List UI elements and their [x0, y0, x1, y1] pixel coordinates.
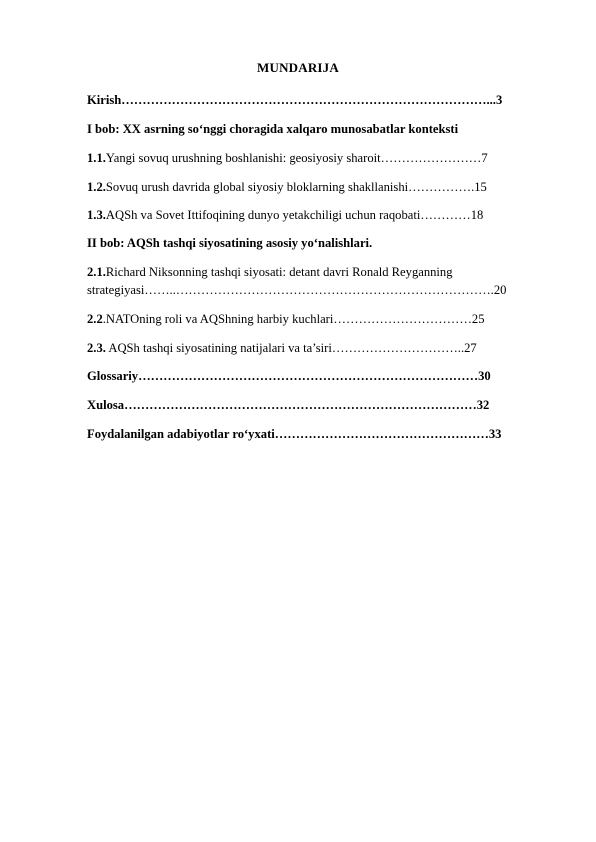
toc-entry-text: Sovuq urush davrida global siyosiy bloklarning shakllanishi…………….15	[105, 180, 487, 194]
toc-entry-text: AQSh tashqi siyosatining natijalari va ta’siri…………………………..27	[105, 341, 477, 355]
toc-entry-2-1-continued	[87, 282, 506, 298]
toc-entry-chapter-2	[87, 235, 372, 251]
toc-entry-number: 1.1.	[87, 151, 106, 165]
toc-entry-label: Kirish……………………………………………………………………………...3	[87, 93, 503, 107]
toc-entry-label: I bob: XX asrning so‘nggi choragida xalqaro munosabatlar konteksti	[87, 122, 459, 136]
toc-entry-text: Richard Niksonning tashqi siyosati: detant davri Ronald Reyganning	[105, 265, 453, 279]
toc-entry-number: 2.2	[87, 312, 103, 326]
page-title: MUNDARIJA	[257, 60, 339, 75]
toc-entry-label: Xulosa…………………………………………………………………………32	[87, 398, 490, 412]
toc-entry-1-3	[87, 207, 483, 223]
toc-entry-text: strategiyasi……..………………………………………………………………….20	[87, 283, 507, 297]
toc-entry-label: II bob: AQSh tashqi siyosatining asosiy yo‘nalishlari.	[87, 236, 373, 250]
toc-entry-label: Glossariy………………………………………………………………………30	[87, 369, 491, 383]
toc-entry-number: 1.2.	[87, 180, 106, 194]
toc-entry-2-3	[87, 340, 477, 356]
toc-entry-glossariy	[87, 368, 491, 384]
toc-entry-number: 2.1.	[87, 265, 106, 279]
toc-entry-label: Foydalanilgan adabiyotlar ro‘yxati……………………………………………33	[87, 427, 502, 441]
toc-entry-number: 2.3.	[87, 341, 106, 355]
toc-entry-number: 1.3.	[87, 208, 106, 222]
toc-entry-kirish	[87, 92, 502, 108]
toc-entry-text: Yangi sovuq urushning boshlanishi: geosiyosiy sharoit……………………7	[105, 151, 488, 165]
toc-entry-2-1	[87, 264, 453, 280]
toc-entry-text: .NATOning roli va AQShning harbiy kuchlari……………………………25	[102, 312, 485, 326]
toc-entry-1-2	[87, 179, 487, 195]
toc-entry-xulosa	[87, 397, 489, 413]
toc-entry-1-1	[87, 150, 488, 166]
toc-entry-references	[87, 426, 501, 442]
toc-entry-chapter-1	[87, 121, 458, 137]
toc-entry-text: AQSh va Sovet Ittifoqining dunyo yetakchiligi uchun raqobati…………18	[105, 208, 484, 222]
toc-entry-2-2	[87, 311, 485, 327]
